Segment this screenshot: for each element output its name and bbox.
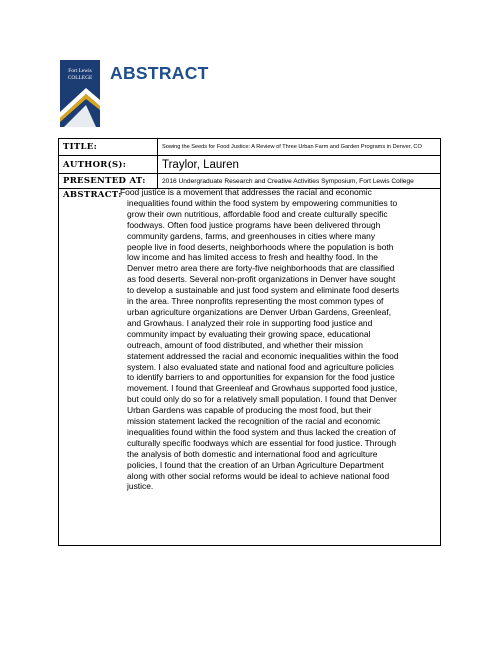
abstract-line: but could only do so for a relatively small population. I found that Denver <box>127 394 397 405</box>
presented-value: 2016 Undergraduate Research and Creative Activities Symposium, Fort Lewis College <box>162 177 414 185</box>
abstract-line: Denver metro area there are forty-five neighborhoods that are classified <box>127 263 395 274</box>
abstract-text <box>120 187 438 492</box>
abstract-line: inequalities found within the food system by empowering communities to <box>127 197 398 208</box>
title-row <box>59 139 440 156</box>
author-row <box>59 156 440 174</box>
college-logo <box>60 60 100 127</box>
abstract-line: mission statement lacked the recognition of the racial and economic <box>127 416 381 427</box>
author-label: AUTHOR(S): <box>59 156 158 173</box>
abstract-line: along with other social reforms would be ideal to achieve national food <box>127 470 390 481</box>
abstract-line: system. I also evaluated state and national food and agriculture policies <box>127 361 394 372</box>
abstract-line: foodways. Often food justice programs have been delivered through <box>127 219 381 230</box>
abstract-line: people live in food deserts, neighborhoods where the population is both <box>127 241 394 252</box>
abstract-line: Food justice is a movement that addresses the racial and economic <box>120 187 372 197</box>
abstract-line: in the area. Three nonprofits representing the most common types of <box>127 296 384 307</box>
presented-label: PRESENTED AT: <box>59 174 158 188</box>
abstract-line: community impact by evaluating their growing space, educational <box>127 328 371 339</box>
abstract-form <box>58 138 441 546</box>
abstract-line: inequalities found within the food system and thus lacked the creation of <box>127 426 396 437</box>
abstract-line: statement addressed the racial and economic inequalities within the food <box>127 350 399 361</box>
title-value: Sowing the Seeds for Food Justice: A Review of Three Urban Farm and Garden Programs in Denver, CO <box>162 144 422 150</box>
logo-line-2: COLLEGE <box>67 75 93 81</box>
abstract-line: to identify barriers to and opportunities for expansion for the food justice <box>127 372 395 383</box>
abstract-line: outreach, amount of food distributed, and whether their mission <box>127 339 363 350</box>
abstract-line: Urban Gardens was capable of producing the most food, but their <box>127 405 372 416</box>
title-label: TITLE: <box>59 139 158 155</box>
abstract-line: culturally specific foodways which are essential for food justice. Through <box>127 437 397 448</box>
abstract-line: movement. I found that Greenleaf and Growhaus supported food justice, <box>127 383 398 394</box>
abstract-line: grow their own nutritious, affordable food and create culturally specific <box>127 208 388 219</box>
abstract-line: urban agriculture organizations are Denver Urban Gardens, Greenleaf, <box>127 306 392 317</box>
abstract-line: policies, I found that the creation of an Urban Agriculture Department <box>127 459 384 470</box>
abstract-label: ABSTRACT: <box>63 190 122 200</box>
abstract-line: as food deserts. Several non-profit organizations in Denver have sought <box>127 274 396 285</box>
abstract-line: low income and has limited access to fresh and healthy food. In the <box>127 252 378 263</box>
abstract-line: the analysis of both domestic and international food and agriculture <box>127 448 378 459</box>
logo-line-1: Fort Lewis <box>68 68 92 74</box>
abstract-line: and Growhaus. I analyzed their role in supporting food justice and <box>127 317 373 328</box>
abstract-line: justice. <box>127 481 154 492</box>
author-value: Traylor, Lauren <box>162 158 239 171</box>
abstract-line: community gardens, farms, and greenhouses in cities where many <box>127 230 376 241</box>
abstract-line: to develop a sustainable and just food system and eliminate food deserts <box>127 285 400 296</box>
page-heading: ABSTRACT <box>110 63 209 83</box>
